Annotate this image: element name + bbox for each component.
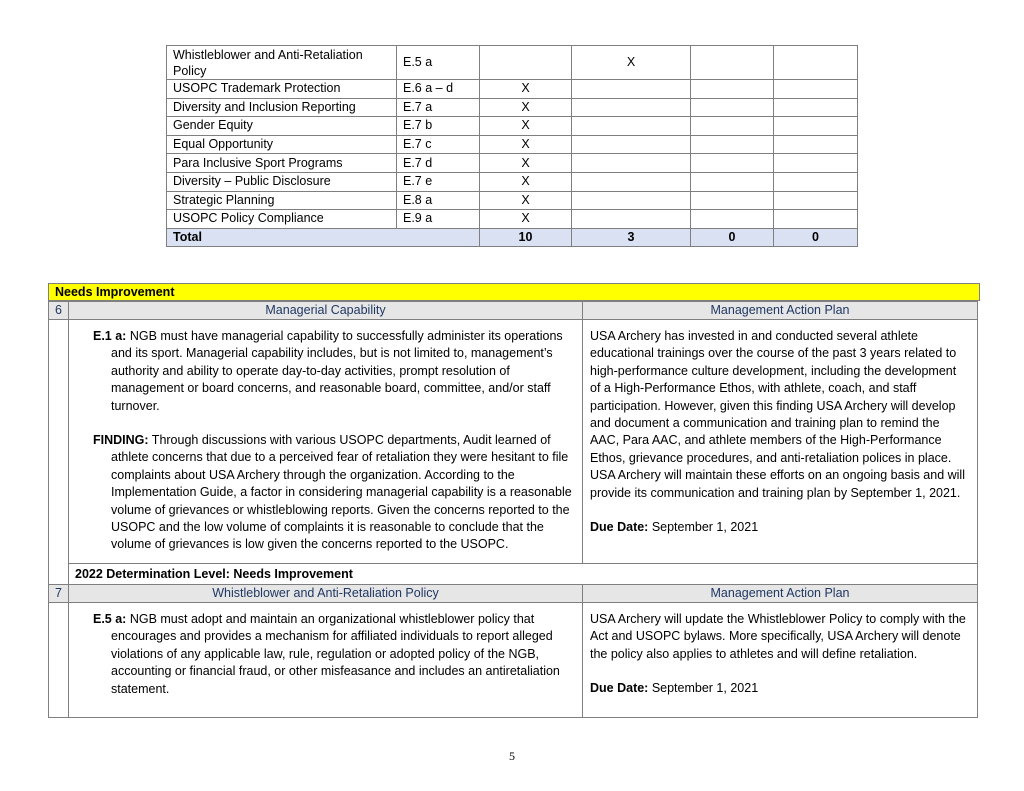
mark-cell bbox=[774, 191, 858, 210]
total-label: Total bbox=[167, 228, 480, 247]
mark-cell bbox=[691, 210, 774, 229]
section-header-needs-improvement: Needs Improvement bbox=[48, 283, 980, 301]
reference-cell: E.7 d bbox=[397, 154, 480, 173]
mark-cell: X bbox=[480, 191, 572, 210]
mark-cell: X bbox=[480, 154, 572, 173]
category-cell: USOPC Trademark Protection bbox=[167, 80, 397, 99]
requirement-cell bbox=[68, 319, 583, 564]
requirement-ref: E.5 a: bbox=[93, 612, 127, 626]
item-title: Whistleblower and Anti-Retaliation Policy bbox=[68, 584, 583, 603]
category-cell: Strategic Planning bbox=[167, 191, 397, 210]
due-date bbox=[590, 519, 969, 536]
item-number: 6 bbox=[48, 301, 69, 320]
reference-cell: E.7 c bbox=[397, 135, 480, 154]
mark-cell bbox=[572, 98, 691, 117]
reference-cell: E.8 a bbox=[397, 191, 480, 210]
mark-cell bbox=[691, 46, 774, 80]
mark-cell bbox=[691, 117, 774, 136]
determination-level: 2022 Determination Level: Needs Improvement bbox=[68, 563, 978, 585]
action-plan-cell bbox=[582, 319, 978, 564]
table-row bbox=[167, 117, 858, 136]
due-date-value: September 1, 2021 bbox=[648, 520, 759, 535]
due-date-label: Due Date: bbox=[590, 520, 649, 535]
table-row bbox=[167, 154, 858, 173]
mark-cell bbox=[774, 98, 858, 117]
mark-cell bbox=[774, 154, 858, 173]
mark-cell bbox=[572, 80, 691, 99]
mark-cell: X bbox=[480, 98, 572, 117]
due-date bbox=[590, 680, 969, 697]
category-cell: Diversity and Inclusion Reporting bbox=[167, 98, 397, 117]
table-row bbox=[167, 98, 858, 117]
reference-cell: E.7 e bbox=[397, 172, 480, 191]
action-plan-text: USA Archery has invested in and conducted several athlete educational trainings over the course of the past 3 years related to high-performance culture development, including the development of a High-Performance Ethos, with athlete, coach, and staff participation. However, given this finding USA Archery will develop and document a communication and training plan to remind the AAC, Para AAC, and athlete members of the High-Performance Ethos, grievance procedures, and anti-retaliation polices in place. USA Archery will maintain these efforts on an ongoing basis and will provide its communication and training plan by September 1, 2021. bbox=[590, 329, 965, 500]
mark-cell bbox=[572, 210, 691, 229]
finding-paragraph bbox=[93, 432, 576, 554]
mark-cell: X bbox=[480, 135, 572, 154]
mark-cell bbox=[572, 191, 691, 210]
reference-cell: E.7 b bbox=[397, 117, 480, 136]
mark-cell bbox=[774, 80, 858, 99]
mark-cell bbox=[691, 172, 774, 191]
item-title: Managerial Capability bbox=[68, 301, 583, 320]
table-row bbox=[167, 210, 858, 229]
total-value: 0 bbox=[691, 228, 774, 247]
category-cell: Equal Opportunity bbox=[167, 135, 397, 154]
finding-label: FINDING: bbox=[93, 433, 149, 448]
requirement-text: NGB must adopt and maintain an organizational whistleblower policy that encourages and provides a mechanism for affiliated individuals to report alleged violations of any applicable law, rule, regulation or adopted policy of the NGB, accounting or financial fraud, or other misfeasance and includes an antiretaliation statement. bbox=[111, 612, 560, 696]
action-plan-header: Management Action Plan bbox=[582, 584, 978, 603]
mark-cell bbox=[572, 117, 691, 136]
mark-cell bbox=[774, 46, 858, 80]
mark-cell: X bbox=[572, 46, 691, 80]
due-date-value: September 1, 2021 bbox=[648, 681, 759, 696]
mark-cell bbox=[774, 117, 858, 136]
item-gutter bbox=[48, 602, 69, 718]
summary-table bbox=[166, 45, 858, 247]
action-plan-header: Management Action Plan bbox=[582, 301, 978, 320]
due-date-label: Due Date: bbox=[590, 681, 649, 696]
category-cell: USOPC Policy Compliance bbox=[167, 210, 397, 229]
mark-cell: X bbox=[480, 80, 572, 99]
category-cell: Diversity – Public Disclosure bbox=[167, 172, 397, 191]
mark-cell bbox=[572, 154, 691, 173]
mark-cell bbox=[691, 154, 774, 173]
category-cell: Gender Equity bbox=[167, 117, 397, 136]
table-row bbox=[167, 80, 858, 99]
total-value: 10 bbox=[480, 228, 572, 247]
table-row bbox=[167, 135, 858, 154]
total-value: 3 bbox=[572, 228, 691, 247]
mark-cell bbox=[691, 191, 774, 210]
mark-cell bbox=[691, 80, 774, 99]
mark-cell bbox=[774, 210, 858, 229]
reference-cell: E.6 a – d bbox=[397, 80, 480, 99]
action-plan-cell bbox=[582, 602, 978, 718]
total-row bbox=[167, 228, 858, 247]
mark-cell bbox=[774, 172, 858, 191]
requirement-paragraph bbox=[93, 611, 576, 698]
page-number: 5 bbox=[509, 749, 515, 763]
mark-cell: X bbox=[480, 172, 572, 191]
requirement-text: NGB must have managerial capability to successfully administer its operations and its sport. Managerial capability includes, but is not limited to, management’s authority and ability to operate day-to-day activities, prompt resolution of management or board concerns, and reasonable board, committee, and/or staff turnover. bbox=[111, 329, 563, 413]
action-plan-text: USA Archery will update the Whistleblower Policy to comply with the Act and USOPC bylaws. More specifically, USA Archery will denote the policy also applies to athletes and will define retaliation. bbox=[590, 612, 966, 661]
total-value: 0 bbox=[774, 228, 858, 247]
requirement-paragraph bbox=[93, 328, 576, 415]
requirement-ref: E.1 a: bbox=[93, 329, 127, 343]
item-number: 7 bbox=[48, 584, 69, 603]
reference-cell: E.9 a bbox=[397, 210, 480, 229]
requirement-cell bbox=[68, 602, 583, 718]
mark-cell bbox=[572, 135, 691, 154]
mark-cell bbox=[480, 46, 572, 80]
mark-cell bbox=[691, 135, 774, 154]
mark-cell bbox=[572, 172, 691, 191]
reference-cell: E.7 a bbox=[397, 98, 480, 117]
finding-text: Through discussions with various USOPC departments, Audit learned of athlete concerns that due to a perceived fear of retaliation they were hesitant to file complaints about USA Archery through the organization. According to the Implementation Guide, a factor in considering managerial capability is a reasonable volume of grievances or whistleblowing reports. Given the concerns reported to the USOPC and the low volume of complaints it is reasonable to conclude that the volume of grievances is low given the concerns reported to the USOPC. bbox=[111, 433, 572, 552]
mark-cell: X bbox=[480, 117, 572, 136]
mark-cell: X bbox=[480, 210, 572, 229]
table-row bbox=[167, 191, 858, 210]
table-row bbox=[167, 46, 858, 80]
reference-cell: E.5 a bbox=[397, 46, 480, 80]
category-cell: Para Inclusive Sport Programs bbox=[167, 154, 397, 173]
category-cell: Whistleblower and Anti-Retaliation Policy bbox=[167, 46, 397, 80]
mark-cell bbox=[774, 135, 858, 154]
mark-cell bbox=[691, 98, 774, 117]
table-row bbox=[167, 172, 858, 191]
item-gutter bbox=[48, 319, 69, 585]
